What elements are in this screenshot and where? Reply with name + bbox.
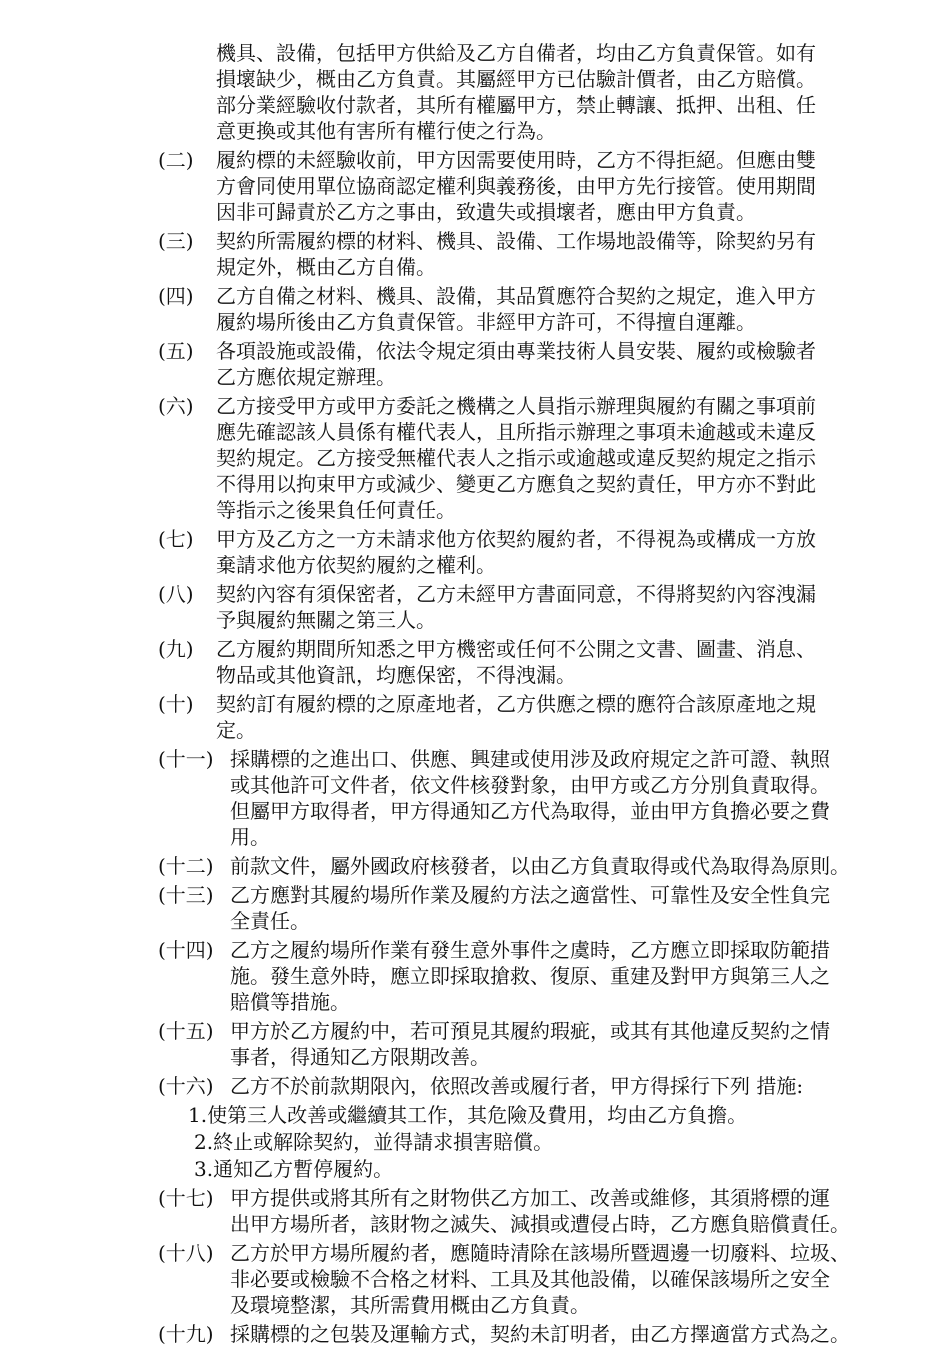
clause-number: (七) bbox=[158, 527, 194, 551]
clause-11 bbox=[158, 746, 918, 850]
clause-text: 各項設施或設備，依法令規定須由專業技術人員安裝、履約或檢驗者 乙方應依規定辦理。 bbox=[216, 339, 816, 389]
clause-number: (五) bbox=[158, 339, 194, 363]
clause-text: 甲方提供或將其所有之財物供乙方加工、改善或維修，其須將標的運 出甲方場所者，該財物之滅失、減損或遭侵占時，乙方應負賠償責任。 bbox=[230, 1186, 850, 1236]
clause-15 bbox=[158, 1018, 918, 1070]
clause-number: (四) bbox=[158, 284, 194, 308]
clause-14 bbox=[158, 937, 918, 1015]
clause-2 bbox=[158, 147, 918, 225]
clause-text: 乙方於甲方場所履約者，應隨時清除在該場所暨週邊一切廢料、垃圾、 非必要或檢驗不合格之材料、工具及其他設備，以確保該場所之安全 及環境整潔，其所需費用概由乙方負責。 bbox=[230, 1241, 850, 1317]
clause-text: 乙方之履約場所作業有發生意外事件之虞時，乙方應立即採取防範措 施。發生意外時，應立即採取搶救、復原、重建及對甲方與第三人之 賠償等措施。 bbox=[230, 938, 830, 1014]
measure-3: 3.通知乙方暫停履約。 bbox=[194, 1157, 394, 1181]
clause-number: (二) bbox=[158, 148, 194, 172]
clause-13 bbox=[158, 882, 918, 934]
clause-number: (十九) bbox=[158, 1322, 214, 1346]
clause-8 bbox=[158, 581, 918, 633]
clause-7 bbox=[158, 526, 918, 578]
clause-text: 甲方及乙方之一方未請求他方依契約履約者，不得視為或構成一方放 棄請求他方依契約履約之權利。 bbox=[216, 527, 816, 577]
clause-9 bbox=[158, 636, 918, 688]
clause-number: (十二) bbox=[158, 854, 214, 878]
clause-number: (十八) bbox=[158, 1241, 214, 1265]
clause-number: (三) bbox=[158, 229, 194, 253]
lead-paragraph: 機具、設備，包括甲方供給及乙方自備者，均由乙方負責保管。如有 損壞缺少，概由乙方負責。其屬經甲方已估驗計價者，由乙方賠償。 部分業經驗收付款者，其所有權屬甲方，禁止轉讓、抵押、出租、任 意更換或其他有害所有權行使之行為。 bbox=[216, 41, 816, 143]
clause-6 bbox=[158, 393, 918, 523]
measure-1: 1.使第三人改善或繼續其工作，其危險及費用，均由乙方負擔。 bbox=[188, 1103, 748, 1127]
clause-number: (十五) bbox=[158, 1019, 214, 1043]
measure-2: 2.終止或解除契約，並得請求損害賠償。 bbox=[194, 1130, 554, 1154]
clause-5 bbox=[158, 338, 918, 390]
clause-number: (十一) bbox=[158, 747, 214, 771]
clause-number: (八) bbox=[158, 582, 194, 606]
clause-text: 乙方應對其履約場所作業及履約方法之適當性、可靠性及安全性負完 全責任。 bbox=[230, 883, 830, 933]
clause-number: (十七) bbox=[158, 1186, 214, 1210]
clause-text: 乙方自備之材料、機具、設備，其品質應符合契約之規定，進入甲方 履約場所後由乙方負責保管。非經甲方許可，不得擅自運離。 bbox=[216, 284, 816, 334]
clause-number: (十) bbox=[158, 692, 194, 716]
clause-text: 甲方於乙方履約中，若可預見其履約瑕疵，或其有其他違反契約之情 事者，得通知乙方限期改善。 bbox=[230, 1019, 830, 1069]
clause-text: 契約訂有履約標的之原產地者，乙方供應之標的應符合該原產地之規 定。 bbox=[216, 692, 816, 742]
clause-19 bbox=[158, 1321, 918, 1347]
clause-4 bbox=[158, 283, 918, 335]
clause-18 bbox=[158, 1240, 918, 1318]
clause-text: 乙方履約期間所知悉之甲方機密或任何不公開之文書、圖畫、消息、 物品或其他資訊，均應保密，不得洩漏。 bbox=[216, 637, 816, 687]
clause-16 bbox=[158, 1073, 918, 1099]
clause-text: 乙方不於前款期限內，依照改善或履行者，甲方得採行下列 措施: bbox=[230, 1074, 804, 1098]
clause-text: 採購標的之進出口、供應、興建或使用涉及政府規定之許可證、執照 或其他許可文件者，依文件核發對象，由甲方或乙方分別負責取得。 但屬甲方取得者，甲方得通知乙方代為取得，並由甲方負擔必要之費 用。 bbox=[230, 747, 830, 849]
clause-text: 契約所需履約標的材料、機具、設備、工作場地設備等，除契約另有 規定外，概由乙方自備。 bbox=[216, 229, 816, 279]
clause-text: 履約標的未經驗收前，甲方因需要使用時，乙方不得拒絕。但應由雙 方會同使用單位協商認定權利與義務後，由甲方先行接管。使用期間 因非可歸責於乙方之事由，致遺失或損壞者，應由甲方負責。 bbox=[216, 148, 816, 224]
clause-text: 乙方接受甲方或甲方委託之機構之人員指示辦理與履約有關之事項前 應先確認該人員係有權代表人，且所指示辦理之事項未逾越或未違反 契約規定。乙方接受無權代表人之指示或逾越或違反契約規定之指示 不得用以拘束甲方或減少、變更乙方應負之契約責任，甲方亦不對此 等指示之後果負任何責任。 bbox=[216, 394, 816, 522]
clause-text: 契約內容有須保密者，乙方未經甲方書面同意，不得將契約內容洩漏 予與履約無關之第三人。 bbox=[216, 582, 816, 632]
clause-10 bbox=[158, 691, 918, 743]
clause-12 bbox=[158, 853, 918, 879]
clause-number: (九) bbox=[158, 637, 194, 661]
clause-3 bbox=[158, 228, 918, 280]
contract-clauses bbox=[158, 40, 918, 1350]
clause-text: 前款文件，屬外國政府核發者，以由乙方負責取得或代為取得為原則。 bbox=[230, 854, 850, 878]
clause-17 bbox=[158, 1185, 918, 1237]
clause-number: (十四) bbox=[158, 938, 214, 962]
clause-text: 採購標的之包裝及運輸方式，契約未訂明者，由乙方擇適當方式為之。 bbox=[230, 1322, 850, 1346]
clause-number: (十三) bbox=[158, 883, 214, 907]
clause-number: (十六) bbox=[158, 1074, 214, 1098]
clause-number: (六) bbox=[158, 394, 194, 418]
